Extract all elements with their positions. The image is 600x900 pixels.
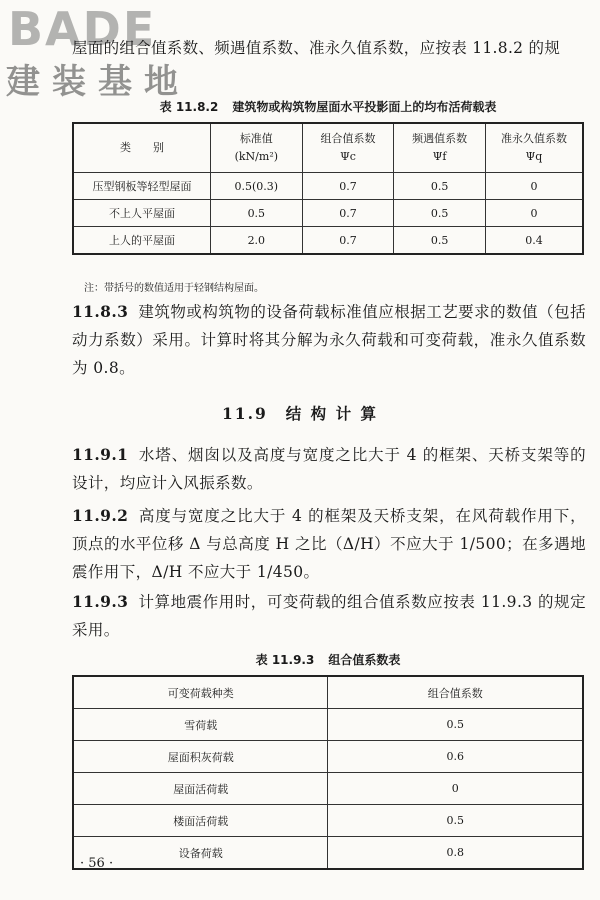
table2-caption-title: 组合值系数表 [328, 653, 401, 667]
watermark-latin: BADE [8, 2, 157, 56]
clause-text: 计算地震作用时，可变荷载的组合值系数应按表 11.9.3 的规定采用。 [72, 593, 586, 639]
table-row [73, 773, 583, 805]
table-header-row [73, 123, 583, 173]
section-title [0, 402, 600, 424]
table-cell: 0.8 [328, 837, 583, 870]
clause-11-9-3 [72, 588, 586, 644]
table-cell: 屋面活荷载 [73, 773, 328, 805]
header-frequent-coef: 频遇值系数 Ψf [394, 123, 486, 173]
table-cell: 0.5 [328, 709, 583, 741]
table-header-row [73, 676, 583, 709]
intro-line: 屋面的组合值系数、频遇值系数、准永久值系数，应按表 11.8.2 的规 [72, 39, 561, 57]
table-cell: 0.5 [394, 173, 486, 200]
table2-caption [72, 651, 584, 668]
clause-number: 11.9.2 [72, 506, 129, 525]
table-row [73, 805, 583, 837]
table-cell: 设备荷载 [73, 837, 328, 870]
live-load-table [72, 122, 584, 255]
clause-number: 11.9.3 [72, 592, 129, 611]
table1-note: 注：带括号的数值适用于轻钢结构屋面。 [84, 283, 264, 294]
table-cell: 0 [485, 173, 583, 200]
header-standard-value: 标准值 (kN/m²) [210, 123, 302, 173]
table-cell: 0.7 [302, 173, 394, 200]
header-combination-coef: 组合值系数 Ψc [302, 123, 394, 173]
table-cell: 上人的平屋面 [73, 227, 210, 255]
table-row [73, 741, 583, 773]
table-cell: 不上人平屋面 [73, 200, 210, 227]
table1-caption-title: 建筑物或构筑物屋面水平投影面上的均布活荷载表 [232, 100, 497, 114]
table-cell: 0 [485, 200, 583, 227]
table-cell: 压型钢板等轻型屋面 [73, 173, 210, 200]
clause-11-9-1 [72, 441, 586, 497]
header-combination-coef: 组合值系数 [328, 676, 583, 709]
table-cell: 0.5(0.3) [210, 173, 302, 200]
table-row [73, 227, 583, 255]
combination-coefficient-table [72, 675, 584, 870]
table1-caption-number: 表 11.8.2 [159, 100, 219, 114]
table2-caption-number: 表 11.9.3 [255, 653, 315, 667]
table-row [73, 837, 583, 870]
table-cell: 0.5 [394, 227, 486, 255]
table-cell: 0.7 [302, 200, 394, 227]
table-cell: 楼面活荷载 [73, 805, 328, 837]
table-cell: 屋面积灰荷载 [73, 741, 328, 773]
table-cell: 0.4 [485, 227, 583, 255]
table1-caption [72, 98, 584, 115]
header-category: 类 别 [73, 123, 210, 173]
clause-text: 水塔、烟囱以及高度与宽度之比大于 4 的框架、天桥支架等的设计，均应计入风振系数。 [72, 446, 586, 492]
table-cell: 0 [328, 773, 583, 805]
table-cell: 0.5 [394, 200, 486, 227]
watermark-chinese: 建装基地 [6, 62, 190, 102]
page-number: · 56 · [80, 856, 114, 871]
clause-text: 高度与宽度之比大于 4 的框架及天桥支架，在风荷载作用下，顶点的水平位移 Δ 与总高度 H 之比（Δ/H）不应大于 1/500；在多遇地震作用下，Δ/H 不应大于 1/450。 [72, 507, 586, 581]
table-row [73, 173, 583, 200]
clause-11-8-3 [72, 298, 586, 382]
table-cell: 0.5 [210, 200, 302, 227]
table-row [73, 200, 583, 227]
header-variable-load-type: 可变荷载种类 [73, 676, 328, 709]
clause-number: 11.9.1 [72, 445, 129, 464]
header-quasi-permanent-coef: 准永久值系数 Ψq [485, 123, 583, 173]
clause-number: 11.8.3 [72, 302, 129, 321]
clause-text: 建筑物或构筑物的设备荷载标准值应根据工艺要求的数值（包括动力系数）采用。计算时将其分解为永久荷载和可变荷载，准永久值系数为 0.8。 [72, 303, 586, 377]
table-cell: 雪荷载 [73, 709, 328, 741]
table-cell: 0.5 [328, 805, 583, 837]
section-number: 11.9 [222, 404, 268, 423]
table-cell: 2.0 [210, 227, 302, 255]
table-cell: 0.6 [328, 741, 583, 773]
table-cell: 0.7 [302, 227, 394, 255]
section-name: 结 构 计 算 [285, 404, 378, 423]
clause-11-9-2 [72, 502, 586, 586]
table-row [73, 709, 583, 741]
